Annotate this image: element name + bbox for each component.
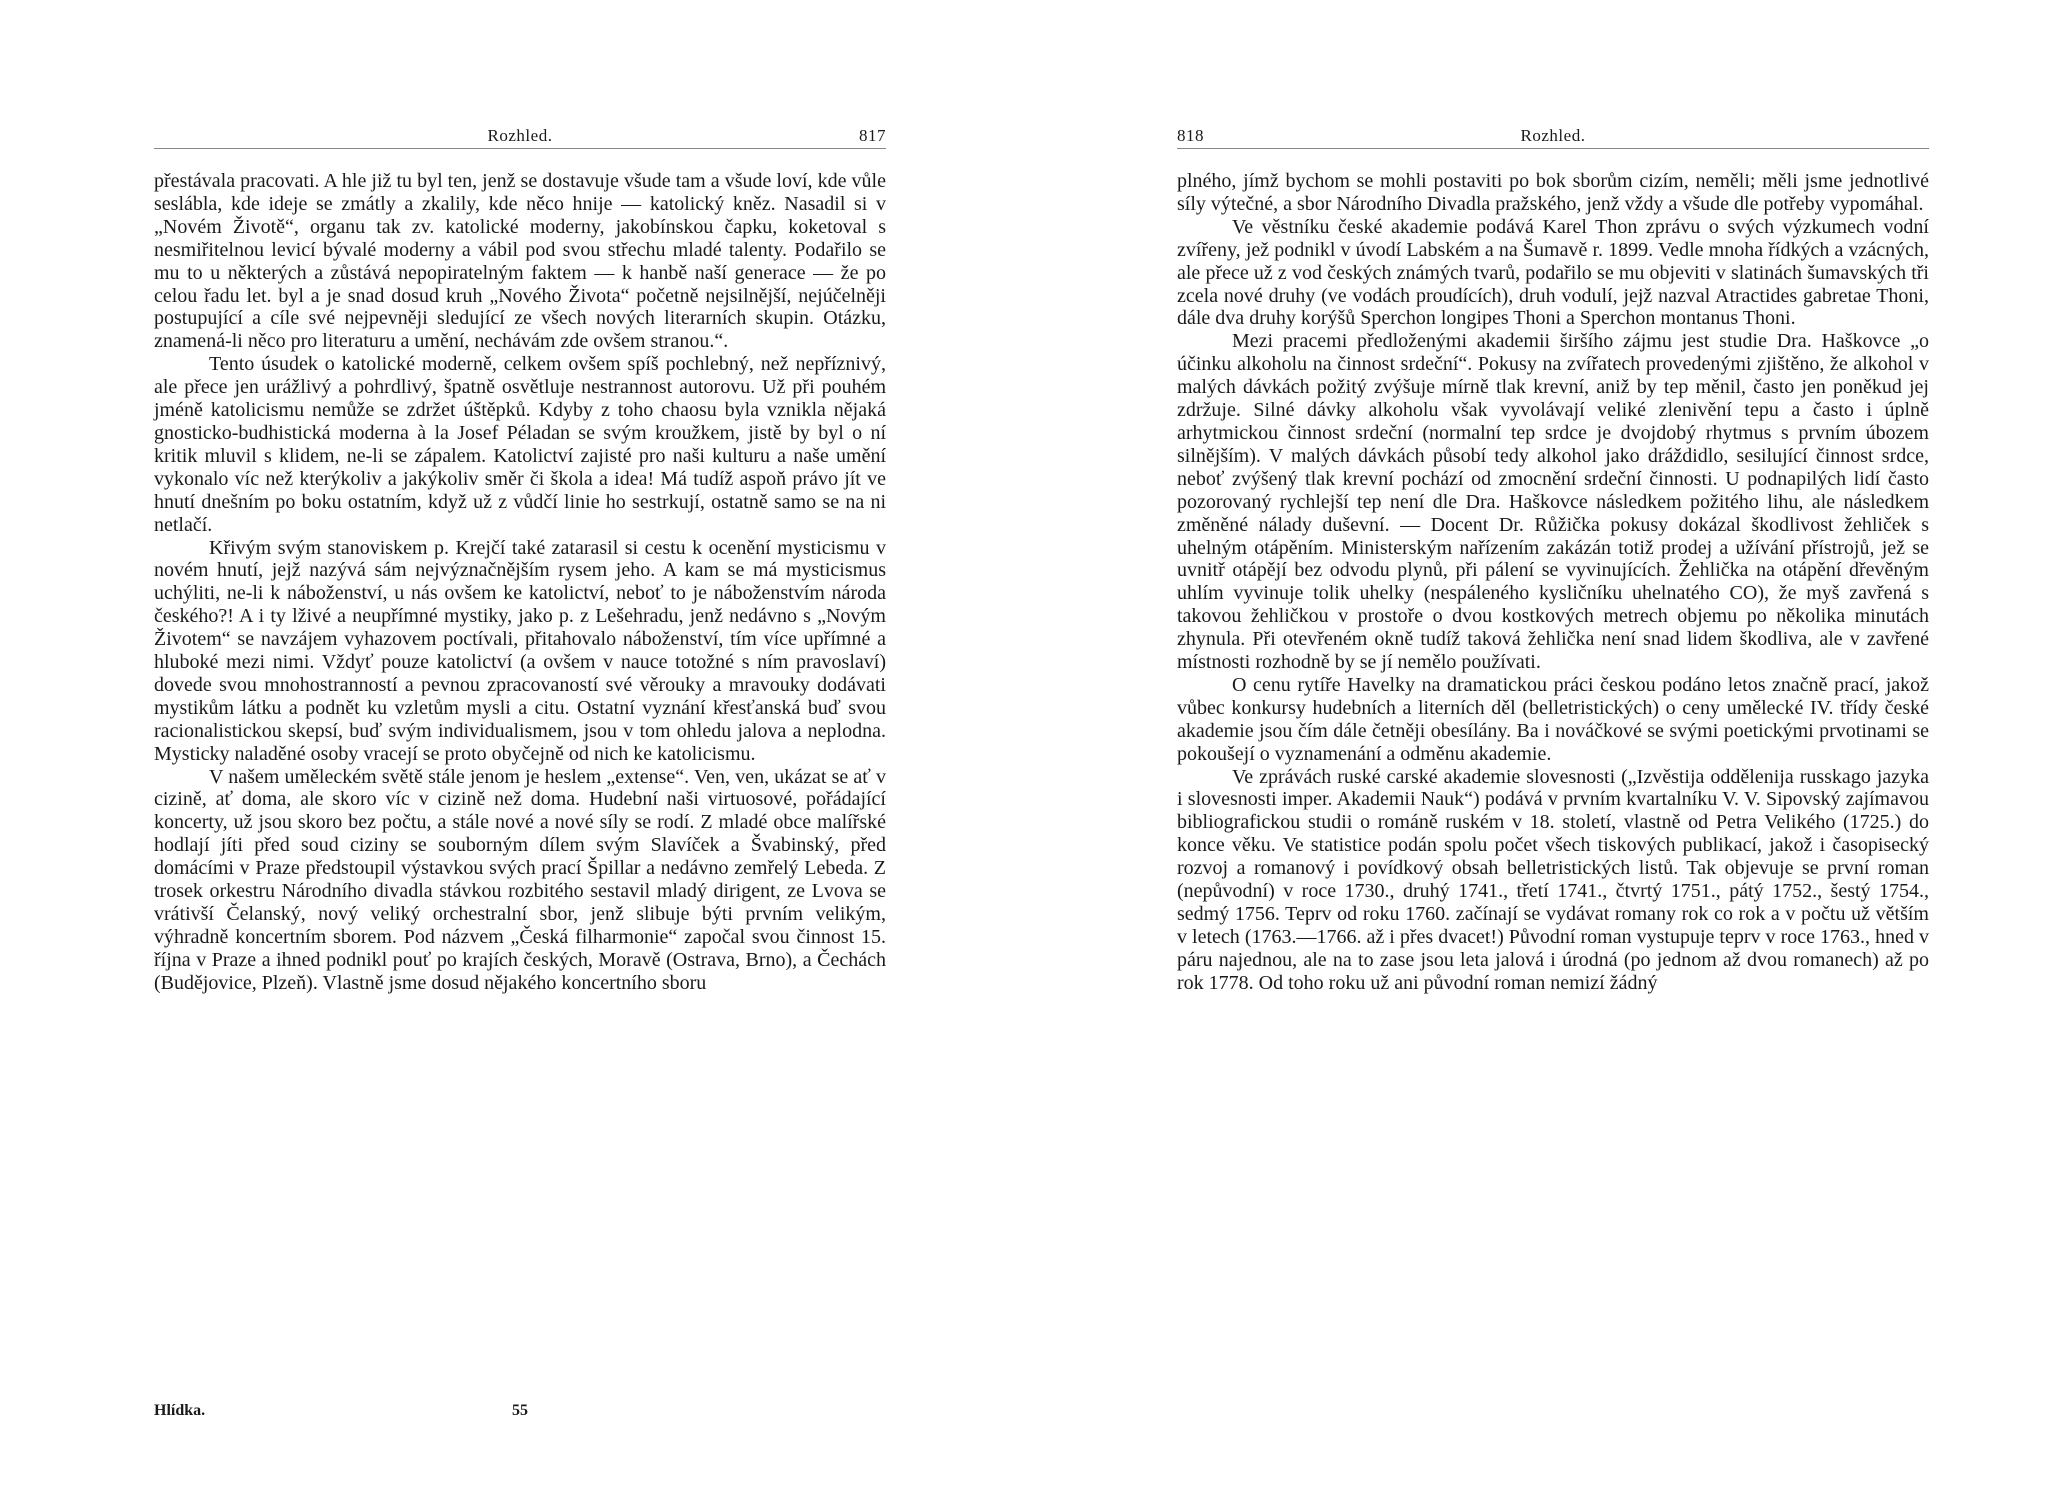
paragraph: V našem uměleckém světě stále jenom je heslem „extense“. Ven, ven, ukázat se ať v cizině, ať doma, ale skoro víc v cizině než doma. Hudební naši virtuosové, pořádající koncerty, už jsou skoro bez počtu, a stále nové a nové síly se rodí. Z mladé obce malířské hodlají jíti před soud ciziny se souborným dílem svým Slavíček a Švabinský, před domácími v Praze předstoupil výstavkou svých prací Špillar a nedávno zemřelý Lebeda. Z trosek orkestru Národního divadla stávkou rozbitého sestavil mladý dirigent, ze Lvova se vrátivší Čelanský, nový veliký orchestralní sbor, jenž slibuje býti prvním velikým, výhradně koncertním sborem. Pod názvem „Česká filharmonie“ započal svou činnost 15. října v Praze a ihned podnikl pouť po krajích českých, Moravě (Ostrava, Brno), a Čechách (Budějovice, Plzeň). Vlastně jsme dosud nějakého koncertního sboru (154, 765, 886, 994)
right-body-text (1177, 170, 1929, 995)
left-page (154, 0, 886, 1500)
paragraph: Tento úsudek o katolické moderně, celkem ovšem spíš pochlebný, než nepříznivý, ale přece jen urážlivý a pohrdlivý, špatně osvětluje nestrannost autorovu. Už při pouhém jméně katolicismu nemůže se zdržet úštěpků. Kdyby z toho chaosu byla vznikla nějaká gnosticko-budhistická moderna à la Josef Péladan se svým kroužkem, jistě by byl o ní kritik mluvil s klidem, ne-li se zápalem. Katolictví zajisté pro naši kulturu a naše umění vykonalo víc než kterýkoliv a jakýkoliv směr či škola a idea! Má tudíž aspoň právo jít ve hnutí dnešním po boku ostatním, když už z vůdčí linie ho sestrkují, ostatně samo se na ni netlačí. (154, 353, 886, 536)
running-title: Rozhled. (487, 126, 553, 145)
right-running-head (1177, 126, 1929, 152)
page-number: 817 (859, 126, 886, 145)
paragraph: O cenu rytíře Havelky na dramatickou práci českou podáno letos značně prací, jakož vůbec konkursy hudebních a literních děl (belletristických) o ceny umělecké IV. třídy české akademie jsou čím dále četněji obesílány. Ba i nováčkové se svými poetickými prvotinami se pokoušejí o vyznamenání a odměnu akademie. (1177, 673, 1929, 765)
header-rule (1177, 148, 1929, 149)
header-rule (154, 148, 886, 149)
right-page (1177, 0, 1929, 1500)
running-title: Rozhled. (1520, 126, 1586, 145)
paragraph: Ve zprávách ruské carské akademie slovesnosti („Izvěstija oddělenija russkago jazyka i slovesnosti imper. Akademii Nauk“) podává v prvním kvartalníku V. V. Sipovský zajímavou bibliografickou studii o románě ruském v 18. století, vlastně od Petra Velikého (1725.) do konce věku. Ve statistice podán spolu počet všech tiskových publikací, jakož i časopisecký rozvoj a romanový i povídkový obsah belletristických listů. Tak objevuje se první roman (nepůvodní) v roce 1730., druhý 1741., třetí 1741., čtvrtý 1751., pátý 1752., šestý 1754., sedmý 1756. Teprv od roku 1760. začínají se vydávat romany rok co rok a v počtu už větším v letech (1763.—1766. až i přes dvacet!) Původní roman vystupuje teprv v roce 1763., hned v páru najednou, ale na to zase jsou leta jalová i úrodná (po jednom až dvou romanech) až po rok 1778. Od toho roku už ani původní roman nemizí žádný (1177, 765, 1929, 994)
sheet-number: 55 (512, 1402, 528, 1419)
left-footer (154, 1402, 886, 1426)
left-running-head (154, 126, 886, 152)
journal-signature: Hlídka. (154, 1402, 206, 1419)
left-body-text (154, 170, 886, 995)
paragraph: plného, jímž bychom se mohli postaviti po bok sborům cizím, neměli; měli jsme jednotlivé síly výtečné, a sbor Národního Divadla pražského, jenž vždy a všude dle potřeby vypomáhal. (1177, 170, 1929, 215)
page-number: 818 (1177, 126, 1204, 145)
paragraph: Křivým svým stanoviskem p. Krejčí také zatarasil si cestu k ocenění mysticismu v novém hnutí, jejž nazývá sám nejvýznačnějším rysem jeho. A kam se má mysticismus uchýliti, ne-li k náboženství, u nás ovšem ke katolictví, neboť to je náboženstvím národa českého?! A i ty lživé a neupřímné mystiky, jako p. z Lešehradu, jenž nedávno s „Novým Životem“ se navzájem vyhazovem poctívali, přitahovalo náboženství, tím více upřímné a hluboké mezi nimi. Vždyť pouze katolictví (a ovšem v nauce totožné s ním pravoslaví) dovede svou mnohostranností a pevnou zpracovaností své věrouky a mravouky dodávati mystikům látku a podnět ku vzletům mysli a citu. Ostatní vyznání křesťanská buď svou racionalistickou skepsí, buď svým individualismem, jsou v tom ohledu jalova a neplodna. Mysticky naladěné osoby vracejí se proto obyčejně od nich ke katolicismu. (154, 536, 886, 765)
paragraph: Ve věstníku české akademie podává Karel Thon zprávu o svých výzkumech vodní zvířeny, jež podnikl v úvodí Labském a na Šumavě r. 1899. Vedle mnoha řídkých a vzácných, ale přece už z vod českých známých tvarů, podařilo se mu objeviti v slatinách šumavských tři zcela nové druhy (ve vodách proudících), druh vodulí, jejž nazval Atractides gabretae Thoni, dále dva druhy korýšů Sperchon longipes Thoni a Sperchon montanus Thoni. (1177, 215, 1929, 330)
paragraph: přestávala pracovati. A hle již tu byl ten, jenž se dostavuje všude tam a všude loví, kde vůle seslábla, kde ideje se zmátly a zkalily, kde něco hnije — katolický kněz. Nasadil si v „Novém Životě“, organu tak zv. katolické moderny, jakobínskou čapku, koketoval s nesmiřitelnou levicí bývalé moderny a vábil pod svou střechu mladé talenty. Podařilo se mu to u některých a zůstává nepopiratelným faktem — k hanbě naší generace — že po celou řadu let. byl a je snad dosud kruh „Nového Života“ početně nejsilnější, nejúčelněji postupující a cíle své nejpevněji sledující ze všech nových literarních skupin. Otázku, znamená-li něco pro literaturu a umění, nechávám zde ovšem stranou.“. (154, 170, 886, 353)
paragraph: Mezi pracemi předloženými akademii širšího zájmu jest studie Dra. Haškovce „o účinku alkoholu na činnost srdeční“. Pokusy na zvířatech provedenými zjištěno, že alkohol v malých dávkách požitý zvýšuje mírně tlak krevní, aniž by tep měnil, často jen poněkud jej zdržuje. Silné dávky alkoholu však vyvolávají veliké zlenivění tepu a často i úplně arhytmickou činnost srdeční (normalní tep srdce je dvojdobý rhytmus s prvním úbozem silnějším). V malých dávkách působí tedy alkohol jako dráždidlo, sesilující činnost srdce, neboť zvýšený tlak krevní pochází od zmocnění srdeční činnosti. U podnapilých lidí často pozorovaný rychlejší tep není dle Dra. Haškovce následkem požitého lihu, ale následkem změněné nálady duševní. — Docent Dr. Růžička pokusy dokázal škodlivost žehliček s uhelným otápěním. Ministerským nařízením zakázán totiž prodej a užívání přístrojů, jež se uvnitř otápějí bez odvodu plynů, při pálení se vyvinujících. Žehlička na otápění dřevěným uhlím vyvinuje tolik uhelky (nespáleného kysličníku uhelnatého CO), že myš zavřená s takovou žehličkou v prostoře o dvou kostkových metrech objemu po několika minutách zhynula. Při otevřeném okně tudíž taková žehlička není snad lidem škodliva, ale v zavřené místnosti rozhodně by se jí nemělo používati. (1177, 330, 1929, 674)
